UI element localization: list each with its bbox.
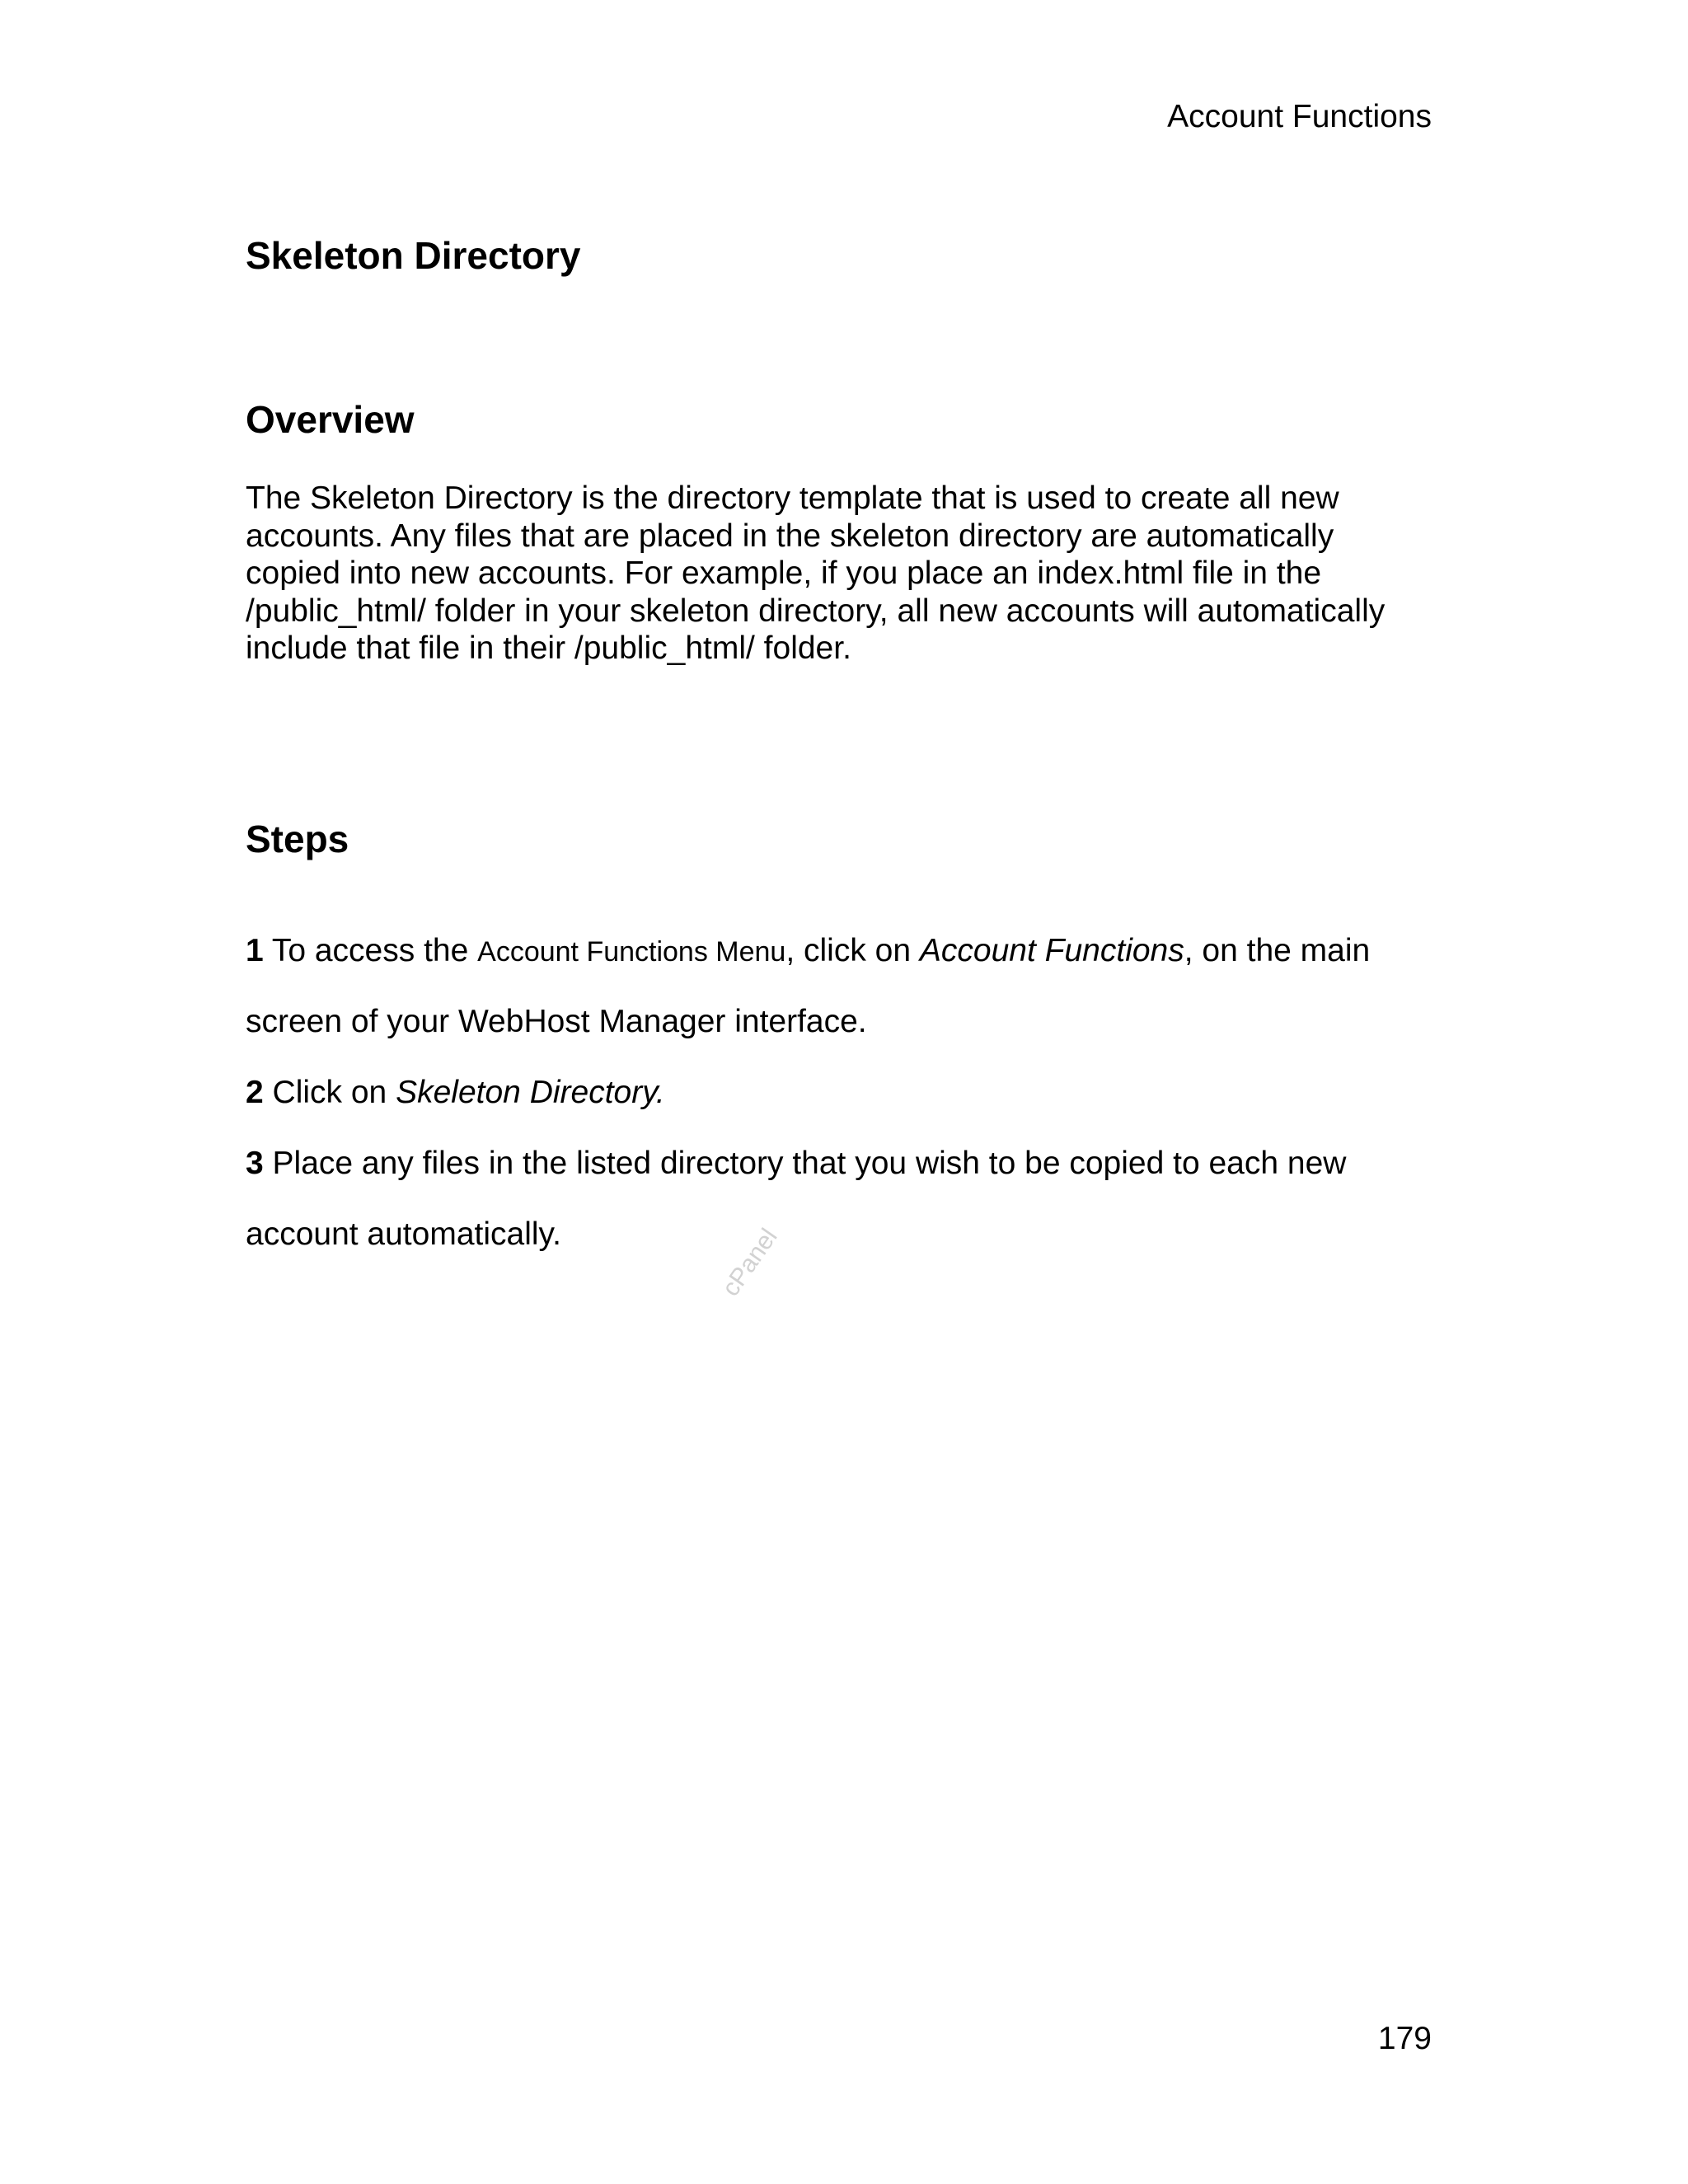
steps-heading: Steps [246,818,349,860]
step-text: , on the main [1184,933,1371,968]
step-text: Place any files in the listed directory that you wish to be copied to each new [263,1146,1347,1181]
step-number: 2 [246,1075,264,1110]
step-1-continuation: screen of your WebHost Manager interface. [246,1004,867,1039]
menu-name: Account Functions Menu [477,936,786,968]
overview-line: The Skeleton Directory is the directory template that is used to create all new [246,480,1339,516]
page-title: Skeleton Directory [246,234,581,277]
overview-line: copied into new accounts. For example, if you place an index.html file in the [246,555,1322,591]
menu-reference: Account Functions [919,933,1184,968]
overview-paragraph [246,480,1449,668]
step-number: 1 [246,933,264,968]
step-text: , click on [785,933,920,968]
step-number: 3 [246,1146,264,1181]
overview-line: include that file in their /public_html/ folder. [246,630,851,666]
step-3-continuation: account automatically. [246,1216,561,1252]
step-text: Click on [263,1075,396,1110]
step-2 [246,1073,665,1113]
step-1 [246,931,1370,972]
overview-line: accounts. Any files that are placed in the skeleton directory are automatically [246,518,1334,554]
page-number: 179 [1377,2021,1432,2056]
menu-reference: Skeleton Directory. [396,1075,665,1110]
step-3 [246,1144,1346,1183]
watermark: cPanel [717,1223,783,1301]
running-header: Account Functions [1167,99,1432,134]
overview-heading: Overview [246,398,415,441]
step-text: To access the [263,933,478,968]
overview-line: /public_html/ folder in your skeleton directory, all new accounts will automatically [246,593,1386,629]
